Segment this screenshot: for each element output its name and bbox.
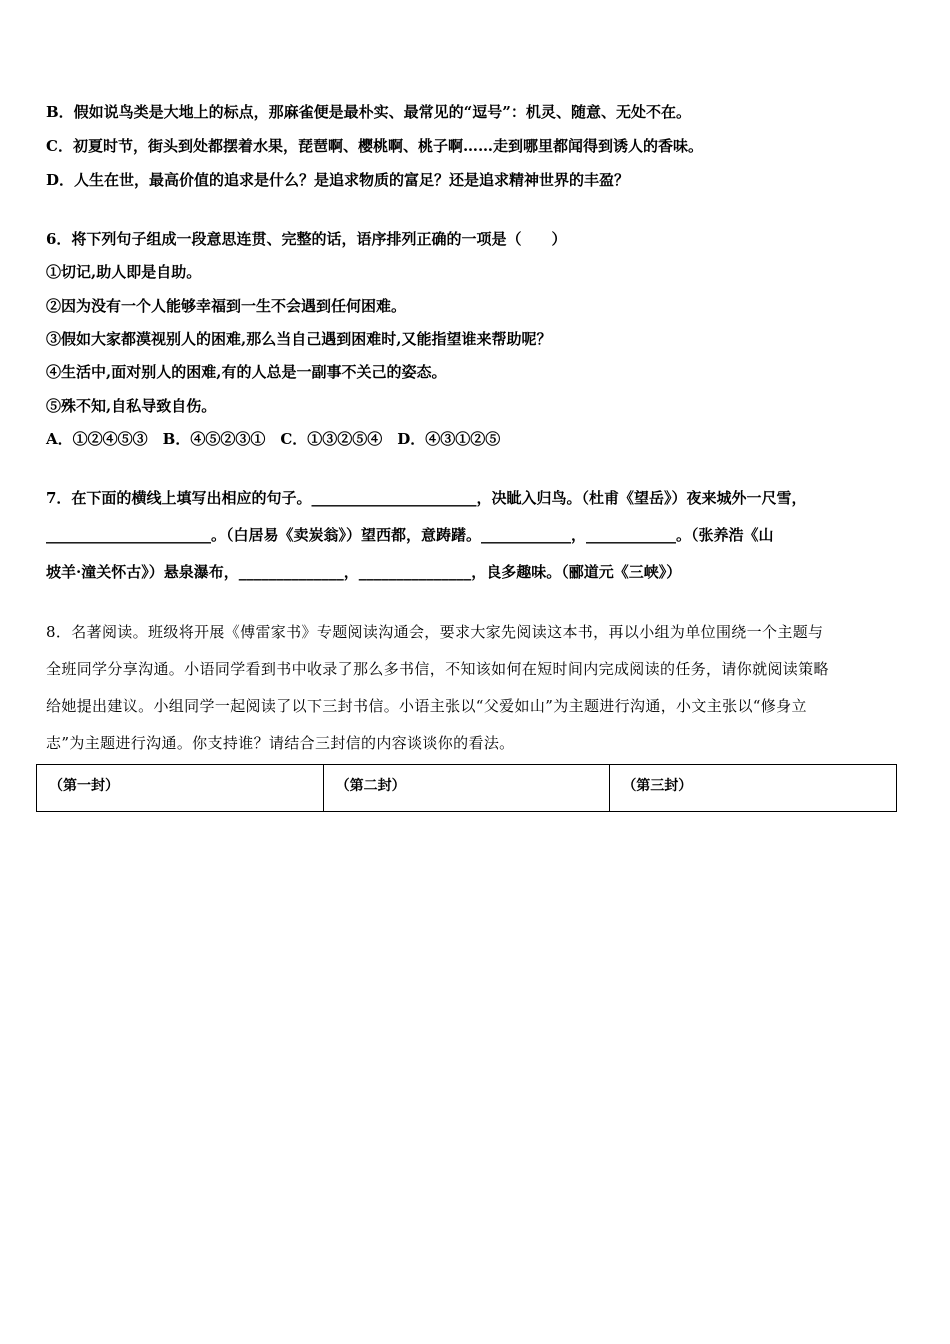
question-6-choices: A．①②④⑤③ B．④⑤②③① C．①③②⑤④ D．④③①②⑤ — [46, 430, 501, 448]
letter-3-cell: （第三封） — [610, 765, 897, 812]
letter-2-cell: （第二封） — [323, 765, 610, 812]
sentence-3: ③假如大家都漠视别人的困难,那么当自己遇到困难时,又能指望谁来帮助呢？ — [46, 330, 552, 348]
sentence-2: ②因为没有一个人能够幸福到一生不会遇到任何困难。 — [46, 297, 407, 315]
option-c: C．初夏时节，街头到处都摆着水果，琵琶啊、樱桃啊、桃子啊……走到哪里都闻得到诱人的香味。 — [46, 137, 703, 155]
question-8-line-3: 给她提出建议。小组同学一起阅读了以下三封书信。小语主张以“父爱如山”为主题进行沟通，小文主张以“修身立 — [46, 697, 807, 715]
question-7-line-2: ______________________。（白居易《卖炭翁》）望西都，意踌躇。____________，____________。（张养浩《山 — [46, 526, 774, 544]
sentence-1: ①切记,助人即是自助。 — [46, 263, 202, 281]
question-8-line-2: 全班同学分享沟通。小语同学看到书中收录了那么多书信，不知该如何在短时间内完成阅读的任务，请你就阅读策略 — [46, 660, 829, 678]
question-7-line-3: 坡羊·潼关怀古》）悬泉瀑布，______________，_______________，良多趣味。（郦道元《三峡》） — [46, 563, 682, 581]
table-row — [37, 765, 897, 812]
sentence-5: ⑤殊不知,自私导致自伤。 — [46, 397, 217, 415]
question-8-line-4: 志”为主题进行沟通。你支持谁？请结合三封信的内容谈谈你的看法。 — [46, 734, 515, 752]
option-d: D．人生在世，最高价值的追求是什么？是追求物质的富足？还是追求精神世界的丰盈？ — [46, 171, 630, 189]
letters-table — [36, 764, 897, 812]
letter-1-cell: （第一封） — [37, 765, 324, 812]
option-b: B．假如说鸟类是大地上的标点，那麻雀便是最朴实、最常见的“逗号”：机灵、随意、无处不在。 — [46, 103, 691, 121]
question-8-line-1: 8．名著阅读。班级将开展《傅雷家书》专题阅读沟通会，要求大家先阅读这本书，再以小组为单位围绕一个主题与 — [46, 623, 824, 641]
question-7-line-1: 7．在下面的横线上填写出相应的句子。______________________，决眦入归鸟。（杜甫《望岳》）夜来城外一尺雪， — [46, 489, 807, 507]
question-6-stem: 6．将下列句子组成一段意思连贯、完整的话，语序排列正确的一项是（ ） — [46, 230, 567, 248]
sentence-4: ④生活中,面对别人的困难,有的人总是一副事不关己的姿态。 — [46, 363, 447, 381]
